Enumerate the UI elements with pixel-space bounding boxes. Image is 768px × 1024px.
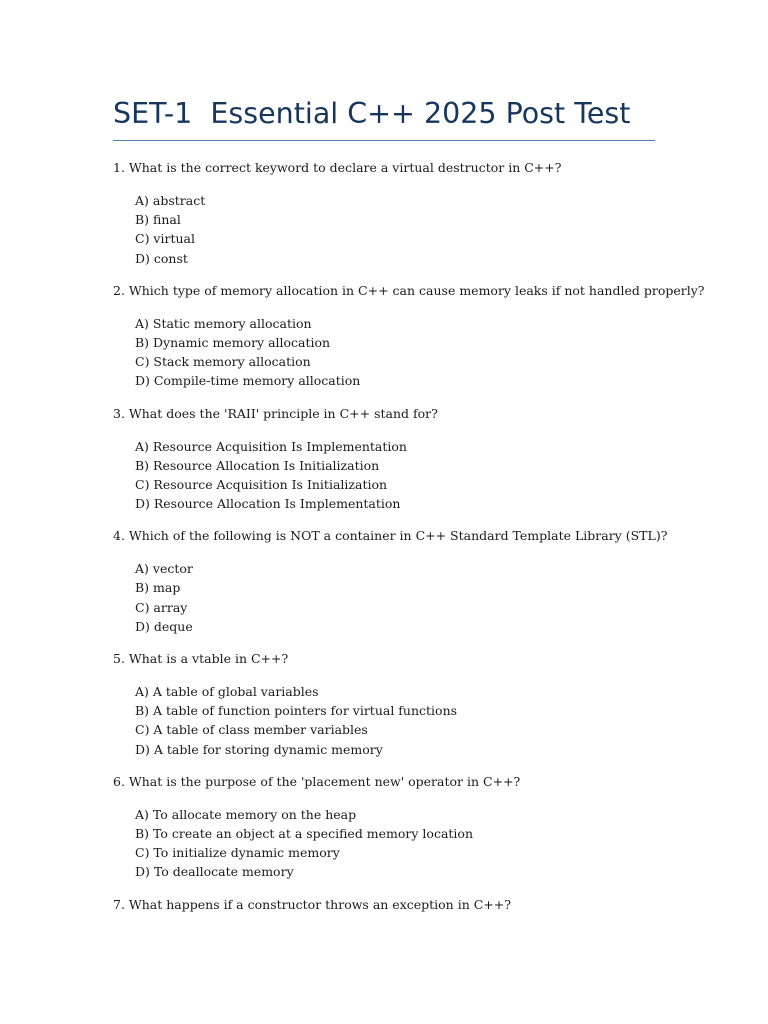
question-text: 1. What is the correct keyword to declare a virtual destructor in C++?: [113, 160, 562, 175]
question-text: 5. What is a vtable in C++?: [113, 651, 289, 666]
answer-option: D) A table for storing dynamic memory: [135, 741, 383, 757]
answer-option: A) Static memory allocation: [135, 315, 312, 331]
question-7: [113, 896, 673, 914]
page-title: SET-1 Essential C++ 2025 Post Test: [113, 97, 631, 130]
answer-option: B) Resource Allocation Is Initialization: [135, 457, 380, 473]
question-6: [113, 773, 673, 882]
question-text: 6. What is the purpose of the 'placement new' operator in C++?: [113, 773, 521, 789]
answer-option: A) To allocate memory on the heap: [135, 806, 357, 822]
question-3: [113, 405, 673, 514]
answer-option: C) To initialize dynamic memory: [135, 845, 340, 861]
answer-option: D) const: [135, 250, 188, 266]
answer-option: B) To create an object at a specified memory location: [135, 825, 474, 841]
answer-option: A) abstract: [135, 193, 206, 208]
answer-option: D) deque: [135, 618, 193, 634]
answer-option: C) A table of class member variables: [135, 722, 368, 738]
answer-option: A) A table of global variables: [135, 684, 319, 699]
question-4: [113, 527, 673, 636]
answer-options: [135, 559, 673, 636]
answer-option: C) array: [135, 599, 188, 615]
question-text: 3. What does the 'RAII' principle in C++ stand for?: [113, 405, 438, 421]
answer-options: [135, 314, 673, 391]
answer-option: A) vector: [135, 561, 193, 577]
title-block: [113, 92, 655, 141]
question-text: 2. Which type of memory allocation in C++ can cause memory leaks if not handled properly?: [113, 282, 705, 298]
answer-options: [135, 682, 673, 759]
answer-options: [135, 805, 673, 882]
answer-options: [135, 191, 673, 268]
question-text: 7. What happens if a constructor throws an exception in C++?: [113, 896, 511, 912]
question-list: [113, 159, 705, 914]
answer-option: A) Resource Acquisition Is Implementation: [135, 438, 407, 454]
question-1: [113, 159, 673, 268]
answer-option: D) Resource Allocation Is Implementation: [135, 496, 401, 512]
answer-option: B) A table of function pointers for virtual functions: [135, 703, 458, 719]
question-2: [113, 282, 705, 391]
answer-option: C) Resource Acquisition Is Initialization: [135, 476, 388, 492]
question-5: [113, 650, 673, 759]
answer-option: D) Compile-time memory allocation: [135, 373, 361, 389]
answer-option: C) virtual: [135, 231, 195, 247]
answer-options: [135, 437, 673, 514]
answer-option: D) To deallocate memory: [135, 864, 294, 880]
answer-option: B) map: [135, 580, 181, 596]
answer-option: C) Stack memory allocation: [135, 354, 311, 370]
answer-option: B) Dynamic memory allocation: [135, 334, 331, 350]
question-text: 4. Which of the following is NOT a container in C++ Standard Template Library (STL)?: [113, 528, 668, 544]
answer-option: B) final: [135, 212, 181, 228]
